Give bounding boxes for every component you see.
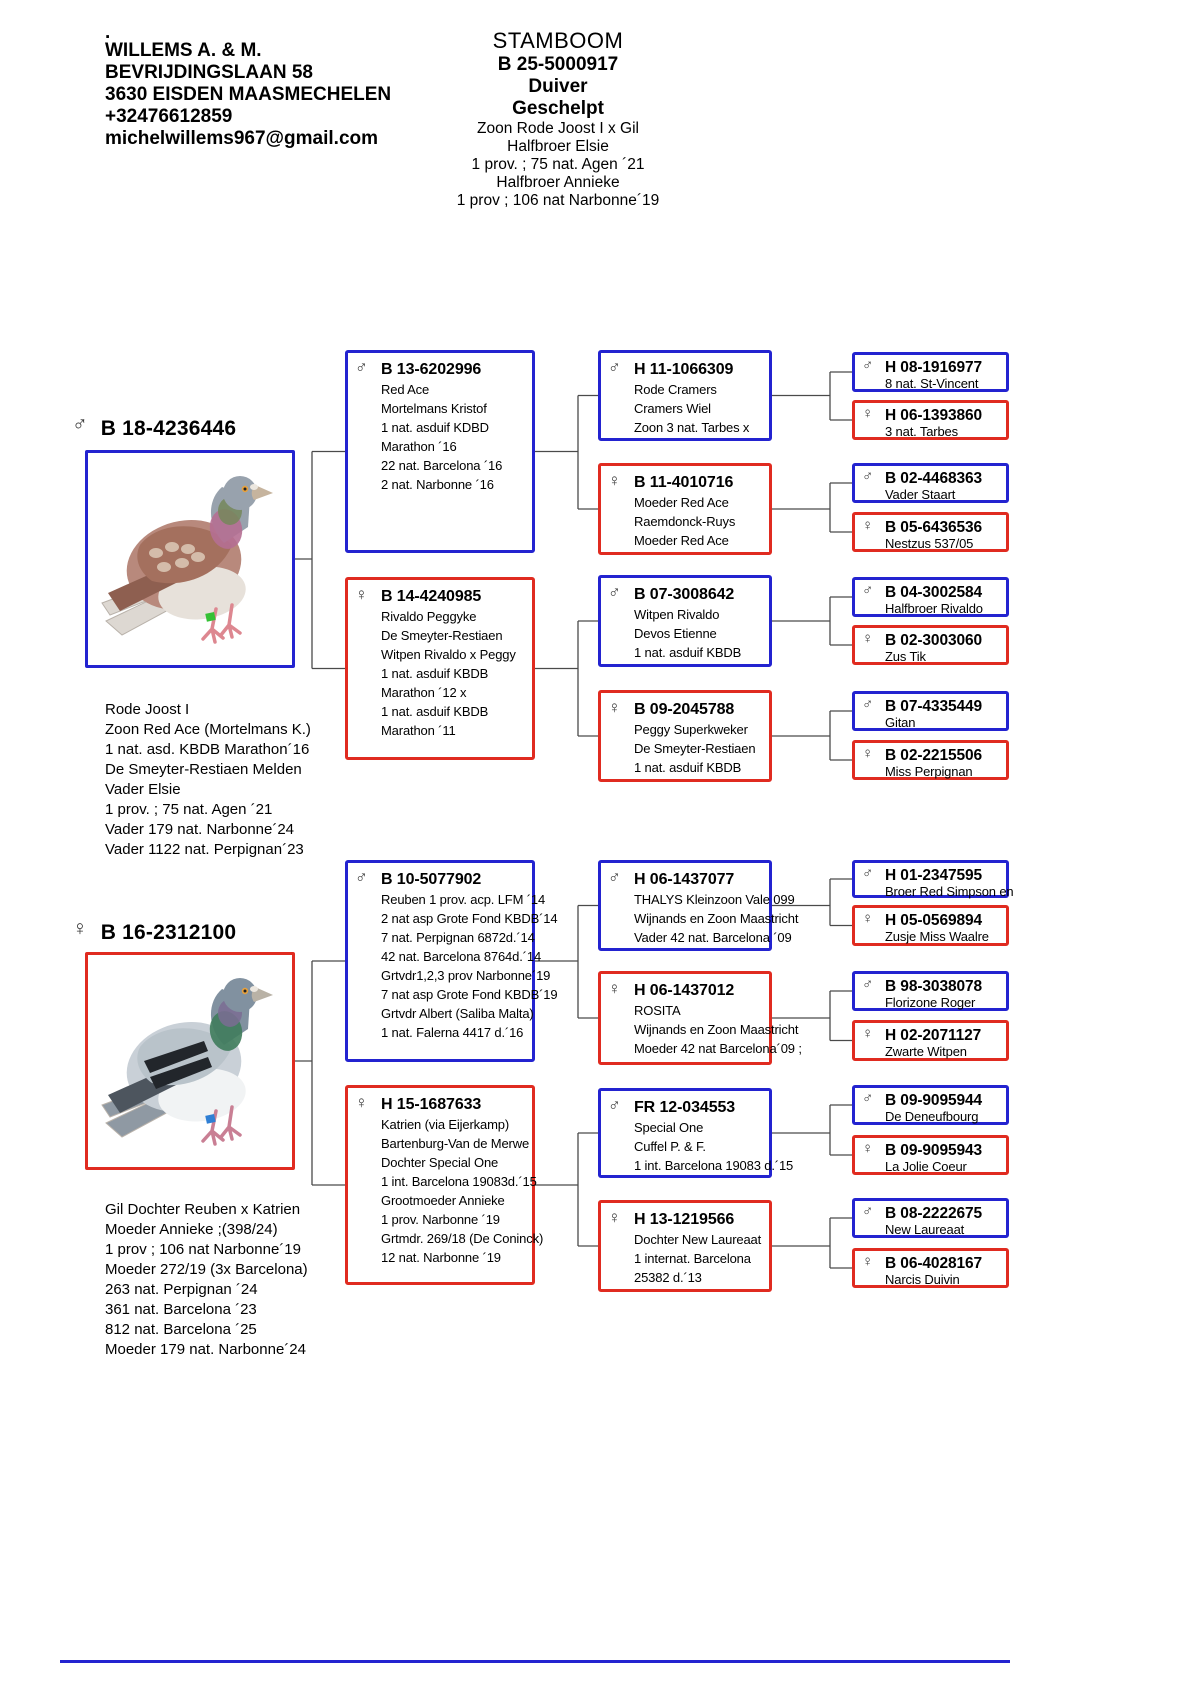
male-icon: ♂ (608, 868, 621, 887)
pedigree-ring: H 06-1393860 (885, 407, 983, 424)
pedigree-ring: B 11-4010716 (634, 474, 734, 491)
pedigree-box-content (634, 870, 798, 947)
pedigree-box-content (885, 584, 1000, 616)
pedigree-line: Katrien (via Eijerkamp) (381, 1117, 510, 1132)
pedigree-line: Halfbroer Rivaldo (885, 601, 983, 616)
pedigree-ring: B 98-3038078 (885, 978, 983, 995)
pedigree-box-content (885, 978, 1000, 1010)
pedigree-ring: B 10-5077902 (381, 871, 482, 888)
pedigree-ring: H 01-2347595 (885, 867, 983, 884)
pedigree-box (598, 350, 772, 441)
subject-ring-number: B 25-5000917 (497, 54, 619, 75)
pedigree-box-content (885, 698, 1000, 730)
pedigree-box (852, 400, 1009, 440)
subject-summary-line: Halfbroer Annieke (496, 174, 620, 191)
pedigree-ring: B 02-4468363 (885, 470, 983, 487)
pedigree-box (852, 352, 1009, 392)
pedigree-box (852, 1135, 1009, 1175)
subject-description-line: Zoon Red Ace (Mortelmans K.) (105, 721, 311, 738)
pedigree-box (598, 690, 772, 782)
male-icon: ♂ (862, 865, 874, 882)
pedigree-box-content (885, 632, 1000, 664)
pedigree-ring: H 11-1066309 (634, 361, 734, 378)
pedigree-ring: B 02-2215506 (885, 747, 983, 764)
male-icon: ♂ (608, 583, 621, 602)
pedigree-line: THALYS Kleinzoon Vale 099 (634, 892, 795, 907)
pedigree-line: 1 int. Barcelona 19083d.´15 (381, 1174, 537, 1189)
pedigree-box (852, 1248, 1009, 1288)
pedigree-ring: H 08-1916977 (885, 359, 983, 376)
pedigree-line: 12 nat. Narbonne ´19 (381, 1250, 501, 1265)
pedigree-line: Grtmdr. 269/18 (De Coninck) (381, 1231, 544, 1246)
pedigree-line: Mortelmans Kristof (381, 401, 487, 416)
pedigree-box (852, 905, 1009, 946)
subject-description-line: 263 nat. Perpignan ´24 (105, 1281, 258, 1298)
pedigree-box-content (885, 359, 1000, 391)
male-icon: ♂ (72, 413, 88, 436)
pedigree-line: 1 nat. Falerna 4417 d.´16 (381, 1025, 524, 1040)
subject-description-line: 1 nat. asd. KBDB Marathon´16 (105, 741, 310, 758)
subject-color-label: Geschelpt (512, 98, 604, 119)
pedigree-box-content (634, 473, 763, 550)
female-icon: ♀ (72, 917, 88, 940)
subject-description-line: Vader 1122 nat. Perpignan´23 (105, 841, 304, 858)
female-icon: ♀ (355, 585, 368, 604)
subject-description-line: Rode Joost I (105, 701, 190, 718)
subject-summary-line: 1 prov ; 106 nat Narbonne´19 (456, 192, 660, 209)
pedigree-line: Nestzus 537/05 (885, 536, 974, 551)
pedigree-line: 2 nat asp Grote Fond KBDB´14 (381, 911, 558, 926)
pedigree-ring: B 09-9095943 (885, 1142, 983, 1159)
pedigree-box-content (885, 519, 1000, 551)
female-icon: ♀ (608, 471, 621, 490)
male-icon: ♂ (608, 358, 621, 377)
pedigree-line: Zwarte Witpen (885, 1044, 967, 1059)
pedigree-line: De Deneufbourg (885, 1109, 979, 1124)
pedigree-line: Marathon ´12 x (381, 685, 467, 700)
subject-summary-line: Halfbroer Elsie (507, 138, 609, 155)
female-icon: ♀ (608, 1208, 621, 1227)
subject-description-line: 361 nat. Barcelona ´23 (105, 1301, 257, 1318)
pedigree-line: Broer Red Simpson en (885, 884, 1014, 899)
owner-dot: . (105, 22, 111, 43)
pedigree-box (598, 1088, 794, 1178)
pedigree-line: 8 nat. St-Vincent (885, 376, 979, 391)
pedigree-line: Zus Tik (885, 649, 926, 664)
subject-summary-line: Zoon Rode Joost I x Gil (477, 120, 639, 137)
female-icon: ♀ (862, 630, 874, 647)
pedigree-line: De Smeyter-Restiaen (634, 741, 756, 756)
pedigree-box (345, 860, 558, 1062)
pedigree-line: 2 nat. Narbonne ´16 (381, 477, 494, 492)
pedigree-box (598, 463, 772, 555)
pedigree-ring: B 09-9095944 (885, 1092, 983, 1109)
pedigree-box-content (634, 360, 763, 437)
pedigree-box (852, 971, 1009, 1011)
pedigree-line: Moeder Red Ace (634, 495, 729, 510)
pedigree-line: 1 nat. asduif KBDB (634, 645, 742, 660)
male-icon: ♂ (862, 357, 874, 374)
pedigree-box (598, 1200, 772, 1292)
pedigree-ring: H 02-2071127 (885, 1027, 982, 1044)
pedigree-box-content (885, 1205, 1000, 1237)
pedigree-box-content (885, 470, 1000, 502)
footer-rule (60, 1660, 1010, 1663)
pedigree-box-content (634, 1210, 763, 1287)
pedigree-ring: FR 12-034553 (634, 1099, 736, 1116)
pedigree-line: Vader Staart (885, 487, 956, 502)
pedigree-box (852, 512, 1009, 552)
pedigree-line: Special One (634, 1120, 704, 1135)
pedigree-line: Florizone Roger (885, 995, 976, 1010)
female-icon: ♀ (608, 698, 621, 717)
pedigree-box (852, 691, 1009, 731)
subject-description-line: 1 prov ; 106 nat Narbonne´19 (105, 1241, 301, 1258)
pigeon-photo (88, 955, 292, 1167)
male-icon: ♂ (862, 976, 874, 993)
pedigree-box (598, 860, 799, 951)
male-icon: ♂ (608, 1096, 621, 1115)
pedigree-line: Wijnands en Zoon Maastricht (634, 1022, 799, 1037)
male-icon: ♂ (862, 468, 874, 485)
pedigree-box (345, 1085, 544, 1285)
pedigree-line: Witpen Rivaldo (634, 607, 720, 622)
pedigree-box-content (885, 867, 1014, 899)
pedigree-line: 1 prov. Narbonne ´19 (381, 1212, 500, 1227)
pedigree-line: Moeder 42 nat Barcelona´09 ; (634, 1041, 802, 1056)
pedigree-line: Narcis Duivin (885, 1272, 960, 1287)
male-icon: ♂ (355, 358, 368, 377)
pigeon-photo (88, 453, 292, 665)
pedigree-line: Grtvdr Albert (Saliba Malta) (381, 1006, 534, 1021)
pedigree-line: 1 nat. asduif KDBD (381, 420, 489, 435)
pigeon-photo-frame (85, 952, 295, 1170)
female-icon: ♀ (862, 745, 874, 762)
female-icon: ♀ (862, 405, 874, 422)
pedigree-ring: B 09-2045788 (634, 701, 735, 718)
pedigree-line: Raemdonck-Ruys (634, 514, 736, 529)
subject-description-line: De Smeyter-Restiaen Melden (105, 761, 302, 778)
pedigree-ring: H 05-0569894 (885, 912, 983, 929)
subject-description-line: Moeder 179 nat. Narbonne´24 (105, 1341, 306, 1358)
pedigree-ring: H 15-1687633 (381, 1096, 482, 1113)
pedigree-line: Cramers Wiel (634, 401, 711, 416)
subject-description-line: 1 prov. ; 75 nat. Agen ´21 (105, 801, 273, 818)
pedigree-line: Vader 42 nat. Barcelona ´09 (634, 930, 792, 945)
pedigree-box (852, 1085, 1009, 1125)
owner-line: michelwillems967@gmail.com (105, 128, 379, 149)
owner-line: 3630 EISDEN MAASMECHELEN (105, 84, 392, 105)
pedigree-line: 1 int. Barcelona 19083 d.´15 (634, 1158, 794, 1173)
pedigree-box (852, 577, 1009, 617)
pedigree-line: Gitan (885, 715, 916, 730)
subject-summary-line: 1 prov. ; 75 nat. Agen ´21 (471, 156, 645, 173)
pedigree-ring: H 06-1437012 (634, 982, 735, 999)
female-icon: ♀ (355, 1093, 368, 1112)
pedigree-line: Moeder Red Ace (634, 533, 729, 548)
pedigree-line: La Jolie Coeur (885, 1159, 967, 1174)
pedigree-line: 42 nat. Barcelona 8764d.´14 (381, 949, 542, 964)
pedigree-line: 1 nat. asduif KBDB (634, 760, 742, 775)
pedigree-line: Dochter New Laureaat (634, 1232, 762, 1247)
pedigree-box-content (885, 407, 1000, 439)
pedigree-line: De Smeyter-Restiaen (381, 628, 503, 643)
female-icon: ♀ (862, 517, 874, 534)
pedigree-line: 1 internat. Barcelona (634, 1251, 751, 1266)
female-icon: ♀ (608, 979, 621, 998)
pedigree-line: Devos Etienne (634, 626, 717, 641)
male-icon: ♂ (862, 1090, 874, 1107)
male-icon: ♂ (862, 582, 874, 599)
pedigree-line: Grootmoeder Annieke (381, 1193, 505, 1208)
pedigree-box-content (381, 360, 526, 494)
pedigree-box (852, 1198, 1009, 1238)
pedigree-ring: B 02-3003060 (885, 632, 983, 649)
pedigree-box (852, 625, 1009, 665)
subject-description-line: Moeder Annieke ;(398/24) (105, 1221, 278, 1238)
subject-label (72, 917, 237, 944)
pedigree-box-content (634, 1098, 793, 1175)
pedigree-line: Reuben 1 prov. acp. LFM ´14 (381, 892, 546, 907)
pedigree-ring: B 14-4240985 (381, 588, 482, 605)
pedigree-ring: B 07-3008642 (634, 586, 735, 603)
pedigree-line: Miss Perpignan (885, 764, 973, 779)
pedigree-box-content (885, 1027, 1000, 1059)
pedigree-box-content (634, 585, 763, 662)
male-icon: ♂ (355, 868, 368, 887)
pedigree-box-content (634, 981, 802, 1058)
pigeon-photo-frame (85, 450, 295, 668)
subject-description-line: Vader 179 nat. Narbonne´24 (105, 821, 295, 838)
pedigree-ring: H 06-1437077 (634, 871, 735, 888)
pedigree-ring: B 08-2222675 (885, 1205, 983, 1222)
pedigree-box-content (885, 1092, 1000, 1124)
pedigree-box (598, 575, 772, 667)
pedigree-line: Peggy Superkweker (634, 722, 748, 737)
pedigree-line: Dochter Special One (381, 1155, 499, 1170)
pedigree-line: 25382 d.´13 (634, 1270, 702, 1285)
pedigree-line: Rivaldo Peggyke (381, 609, 477, 624)
owner-line: WILLEMS A. & M. (105, 40, 262, 61)
pedigree-box (345, 350, 535, 553)
pedigree-line: New Laureaat (885, 1222, 965, 1237)
pedigree-box-content (381, 587, 526, 740)
male-icon: ♂ (862, 1203, 874, 1220)
subject-description-line: Moeder 272/19 (3x Barcelona) (105, 1261, 308, 1278)
pedigree-line: Marathon ´11 (381, 723, 456, 738)
subject-description-line: 812 nat. Barcelona ´25 (105, 1321, 257, 1338)
pedigree-line: 7 nat asp Grote Fond KBDB´19 (381, 987, 558, 1002)
subject-ring: B 18-4236446 (100, 417, 237, 440)
pedigree-box-content (885, 912, 1000, 944)
pedigree-box-content (381, 870, 557, 1042)
pedigree-box-content (885, 1255, 1000, 1287)
subject-description-line: Vader Elsie (105, 781, 181, 798)
subject-ring: B 16-2312100 (100, 921, 237, 944)
pedigree-line: 1 nat. asduif KBDB (381, 666, 489, 681)
pedigree-box (598, 971, 802, 1065)
female-icon: ♀ (862, 1025, 874, 1042)
pedigree-line: 3 nat. Tarbes (885, 424, 958, 439)
female-icon: ♀ (862, 1253, 874, 1270)
pedigree-line: Rode Cramers (634, 382, 717, 397)
owner-line: +32476612859 (105, 106, 233, 127)
pedigree-line: Grtvdr1,2,3 prov Narbonne´19 (381, 968, 551, 983)
pedigree-line: Witpen Rivaldo x Peggy (381, 647, 516, 662)
subject-label (72, 413, 237, 440)
female-icon: ♀ (862, 910, 874, 927)
pedigree-line: Wijnands en Zoon Maastricht (634, 911, 799, 926)
pedigree-box (852, 740, 1009, 780)
pedigree-box (852, 463, 1009, 503)
female-icon: ♀ (862, 1140, 874, 1157)
pedigree-line: ROSITA (634, 1003, 681, 1018)
subject-description (105, 1200, 308, 1360)
pedigree-line: 22 nat. Barcelona ´16 (381, 458, 503, 473)
pedigree-ring: H 13-1219566 (634, 1211, 735, 1228)
pedigree-line: 1 nat. asduif KBDB (381, 704, 489, 719)
pedigree-box-content (381, 1095, 543, 1267)
pedigree-ring: B 07-4335449 (885, 698, 983, 715)
subject-description-line: Gil Dochter Reuben x Katrien (105, 1201, 301, 1218)
pedigree-ring: B 04-3002584 (885, 584, 983, 601)
owner-line: BEVRIJDINGSLAAN 58 (105, 62, 313, 83)
male-icon: ♂ (862, 696, 874, 713)
pedigree-box (345, 577, 535, 760)
pedigree-line: Marathon ´16 (381, 439, 457, 454)
pedigree-line: Zoon 3 nat. Tarbes x (634, 420, 750, 435)
pedigree-box-content (885, 747, 1000, 779)
pedigree-line: Zusje Miss Waalre (885, 929, 989, 944)
pedigree-box (852, 860, 1014, 899)
pedigree-ring: B 05-6436536 (885, 519, 983, 536)
pedigree-line: Bartenburg-Van de Merwe (381, 1136, 530, 1151)
pedigree-line: Cuffel P. & F. (634, 1139, 706, 1154)
subject-description (105, 700, 311, 860)
pedigree-ring: B 13-6202996 (381, 361, 482, 378)
pedigree-ring: B 06-4028167 (885, 1255, 983, 1272)
pedigree-box (852, 1020, 1009, 1061)
pedigree-line: Red Ace (381, 382, 430, 397)
pedigree-box-content (634, 700, 763, 777)
page-title: STAMBOOM (492, 28, 624, 53)
pedigree-line: 7 nat. Perpignan 6872d.´14 (381, 930, 535, 945)
subject-sex-label: Duiver (528, 76, 588, 97)
pedigree-box-content (885, 1142, 1000, 1174)
